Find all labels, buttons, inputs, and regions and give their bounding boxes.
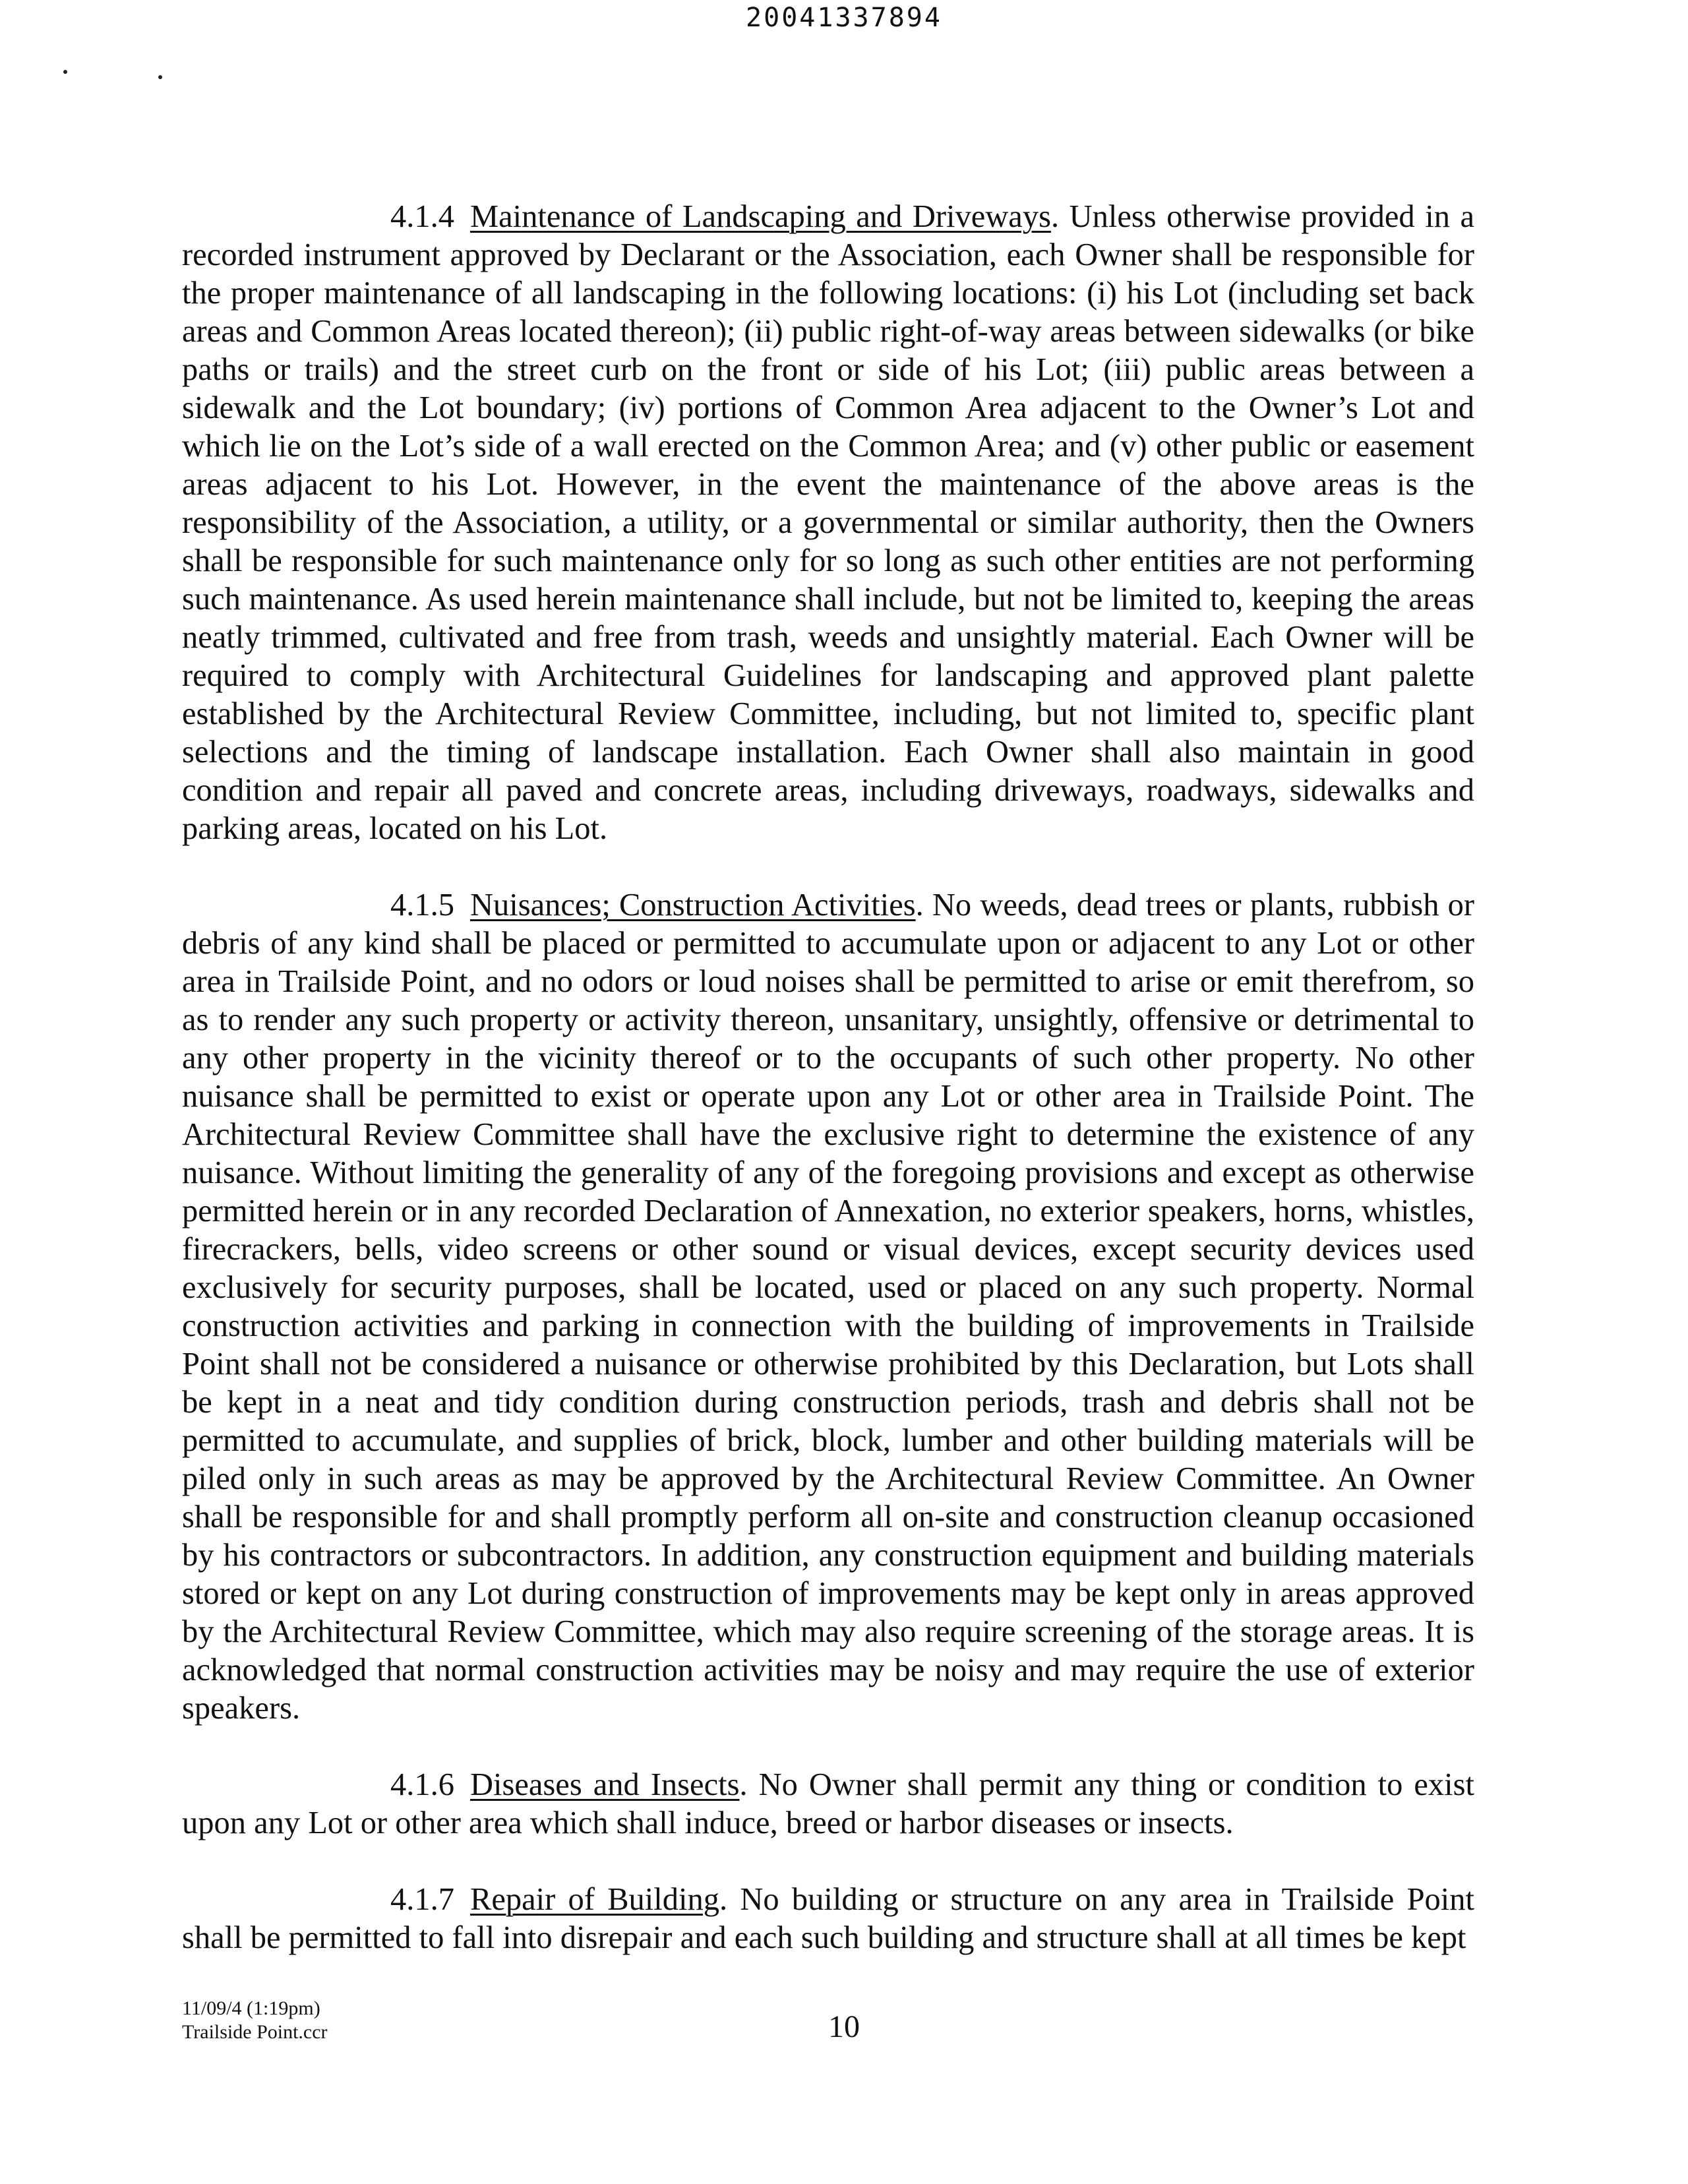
section-text: No building or structure on any area in Trailside Point shall be permitted to fall into disrepair and each such building and structure shall at all times be kept	[182, 1882, 1474, 1955]
scan-speck	[158, 75, 162, 79]
section-heading: Repair of Building	[470, 1882, 719, 1917]
section-heading: Nuisances; Construction Activities	[470, 888, 916, 923]
section-4-1-7: 4.1.7 Repair of Building. No building or structure on any area in Trailside Point shall be permitted to fall into disrepair and each such building and structure shall at all times be kept	[182, 1882, 1474, 1955]
footer-date-stamp: 11/09/4 (1:19pm)	[182, 1997, 320, 2019]
scan-speck	[63, 70, 67, 74]
section-text: No weeds, dead trees or plants, rubbish or debris of any kind shall be placed or permitted to accumulate upon or adjacent to any Lot or other area in Trailside Point, and no odors or loud noises shall be permitted to arise or emit therefrom, so as to render any such property or activity thereon, unsanitary, unsightly, offensive or detrimental to any other property in the vicinity thereof or to the occupants of such other property. No other nuisance shall be permitted to exist or operate upon any Lot or other area in Trailside Point. The Architectural Review Committee shall have the exclusive right to determine the existence of any nuisance. Without limiting the generality of any of the foregoing provisions and except as otherwise permitted herein or in any recorded Declaration of Annexation, no exterior speakers, horns, whistles, firecrackers, bells, video screens or other sound or visual devices, except security devices used exclusively for security purposes, shall be located, used or placed on any such property. Normal construction activities and parking in connection with the building of improvements in Trailside Point shall not be considered a nuisance or otherwise prohibited by this Declaration, but Lots shall be kept in a neat and tidy condition during construction periods, trash and debris shall not be permitted to accumulate, and supplies of brick, block, lumber and other building materials will be piled only in such areas as may be approved by the Architectural Review Committee. An Owner shall be responsible for and shall promptly perform all on-site and construction cleanup occasioned by his contractors or subcontractors. In addition, any construction equipment and building materials stored or kept on any Lot during construction of improvements may be kept only in areas approved by the Architectural Review Committee, which may also require screening of the storage areas. It is acknowledged that normal construction activities may be noisy and may require the use of exterior speakers.	[182, 888, 1475, 1726]
section-text: Unless otherwise provided in a recorded instrument approved by Declarant or the Association, each Owner shall be responsible for the proper maintenance of all landscaping in the following locations: (i) his Lot (including set back areas and Common Areas located thereon); (ii) public right-of-way areas between sidewalks (or bike paths or trails) and the street curb on the front or side of his Lot; (iii) public areas between a sidewalk and the Lot boundary; (iv) portions of Common Area adjacent to the Owner’s Lot and which lie on the Lot’s side of a wall erected on the Common Area; and (v) other public or easement areas adjacent to his Lot. However, in the event the maintenance of the above areas is the responsibility of the Association, a utility, or a governmental or similar authority, then the Owners shall be responsible for such maintenance only for so long as such other entities are not performing such maintenance. As used herein maintenance shall include, but not be limited to, keeping the areas neatly trimmed, cultivated and free from trash, weeds and unsightly material. Each Owner will be required to comply with Architectural Guidelines for landscaping and approved plant palette established by the Architectural Review Committee, including, but not limited to, specific plant selections and the timing of landscape installation. Each Owner shall also maintain in good condition and repair all paved and concrete areas, including driveways, roadways, sidewalks and parking areas, located on his Lot.	[182, 199, 1475, 846]
footer-file-name: Trailside Point.ccr	[182, 2021, 328, 2043]
section-4-1-5: 4.1.5 Nuisances; Construction Activities. No weeds, dead trees or plants, rubbish or debris of any kind shall be placed or permitted to accumulate upon or adjacent to any Lot or other area in Trailside Point, and no odors or loud noises shall be permitted to arise or emit therefrom, so as to render any such property or activity thereon, unsanitary, unsightly, offensive or detrimental to any other property in the vicinity thereof or to the occupants of such other property. No other nuisance shall be permitted to exist or operate upon any Lot or other area in Trailside Point. The Architectural Review Committee shall have the exclusive right to determine the existence of any nuisance. Without limiting the generality of any of the foregoing provisions and except as otherwise permitted herein or in any recorded Declaration of Annexation, no exterior speakers, horns, whistles, firecrackers, bells, video screens or other sound or visual devices, except security devices used exclusively for security purposes, shall be located, used or placed on any such property. Normal construction activities and parking in connection with the building of improvements in Trailside Point shall not be considered a nuisance or otherwise prohibited by this Declaration, but Lots shall be kept in a neat and tidy condition during construction periods, trash and debris shall not be permitted to accumulate, and supplies of brick, block, lumber and other building materials will be piled only in such areas as may be approved by the Architectural Review Committee. An Owner shall be responsible for and shall promptly perform all on-site and construction cleanup occasioned by his contractors or subcontractors. In addition, any construction equipment and building materials stored or kept on any Lot during construction of improvements may be kept only in areas approved by the Architectural Review Committee, which may also require screening of the storage areas. It is acknowledged that normal construction activities may be noisy and may require the use of exterior speakers.	[182, 888, 1475, 1726]
section-text: No Owner shall permit any thing or condition to exist upon any Lot or other area which shall induce, breed or harbor diseases or insects.	[182, 1767, 1474, 1840]
page-number: 10	[828, 2009, 860, 2044]
section-heading: Diseases and Insects	[470, 1767, 740, 1802]
section-number: 4.1.6	[390, 1767, 454, 1802]
document-body	[182, 198, 1474, 1995]
section-heading: Maintenance of Landscaping and Driveways	[470, 199, 1051, 234]
section-number: 4.1.5	[390, 888, 454, 923]
section-4-1-4: 4.1.4 Maintenance of Landscaping and Driveways. Unless otherwise provided in a recorded instrument approved by Declarant or the Association, each Owner shall be responsible for the proper maintenance of all landscaping in the following locations: (i) his Lot (including set back areas and Common Areas located thereon); (ii) public right-of-way areas between sidewalks (or bike paths or trails) and the street curb on the front or side of his Lot; (iii) public areas between a sidewalk and the Lot boundary; (iv) portions of Common Area adjacent to the Owner’s Lot and which lie on the Lot’s side of a wall erected on the Common Area; and (v) other public or easement areas adjacent to his Lot. However, in the event the maintenance of the above areas is the responsibility of the Association, a utility, or a governmental or similar authority, then the Owners shall be responsible for such maintenance only for so long as such other entities are not performing such maintenance. As used herein maintenance shall include, but not be limited to, keeping the areas neatly trimmed, cultivated and free from trash, weeds and unsightly material. Each Owner will be required to comply with Architectural Guidelines for landscaping and approved plant palette established by the Architectural Review Committee, including, but not limited to, specific plant selections and the timing of landscape installation. Each Owner shall also maintain in good condition and repair all paved and concrete areas, including driveways, roadways, sidewalks and parking areas, located on his Lot.	[182, 199, 1475, 846]
section-number: 4.1.4	[390, 199, 454, 234]
document-number: 20041337894	[746, 3, 942, 33]
section-4-1-6: 4.1.6 Diseases and Insects. No Owner shall permit any thing or condition to exist upon any Lot or other area which shall induce, breed or harbor diseases or insects.	[182, 1767, 1474, 1840]
section-number: 4.1.7	[390, 1882, 454, 1917]
